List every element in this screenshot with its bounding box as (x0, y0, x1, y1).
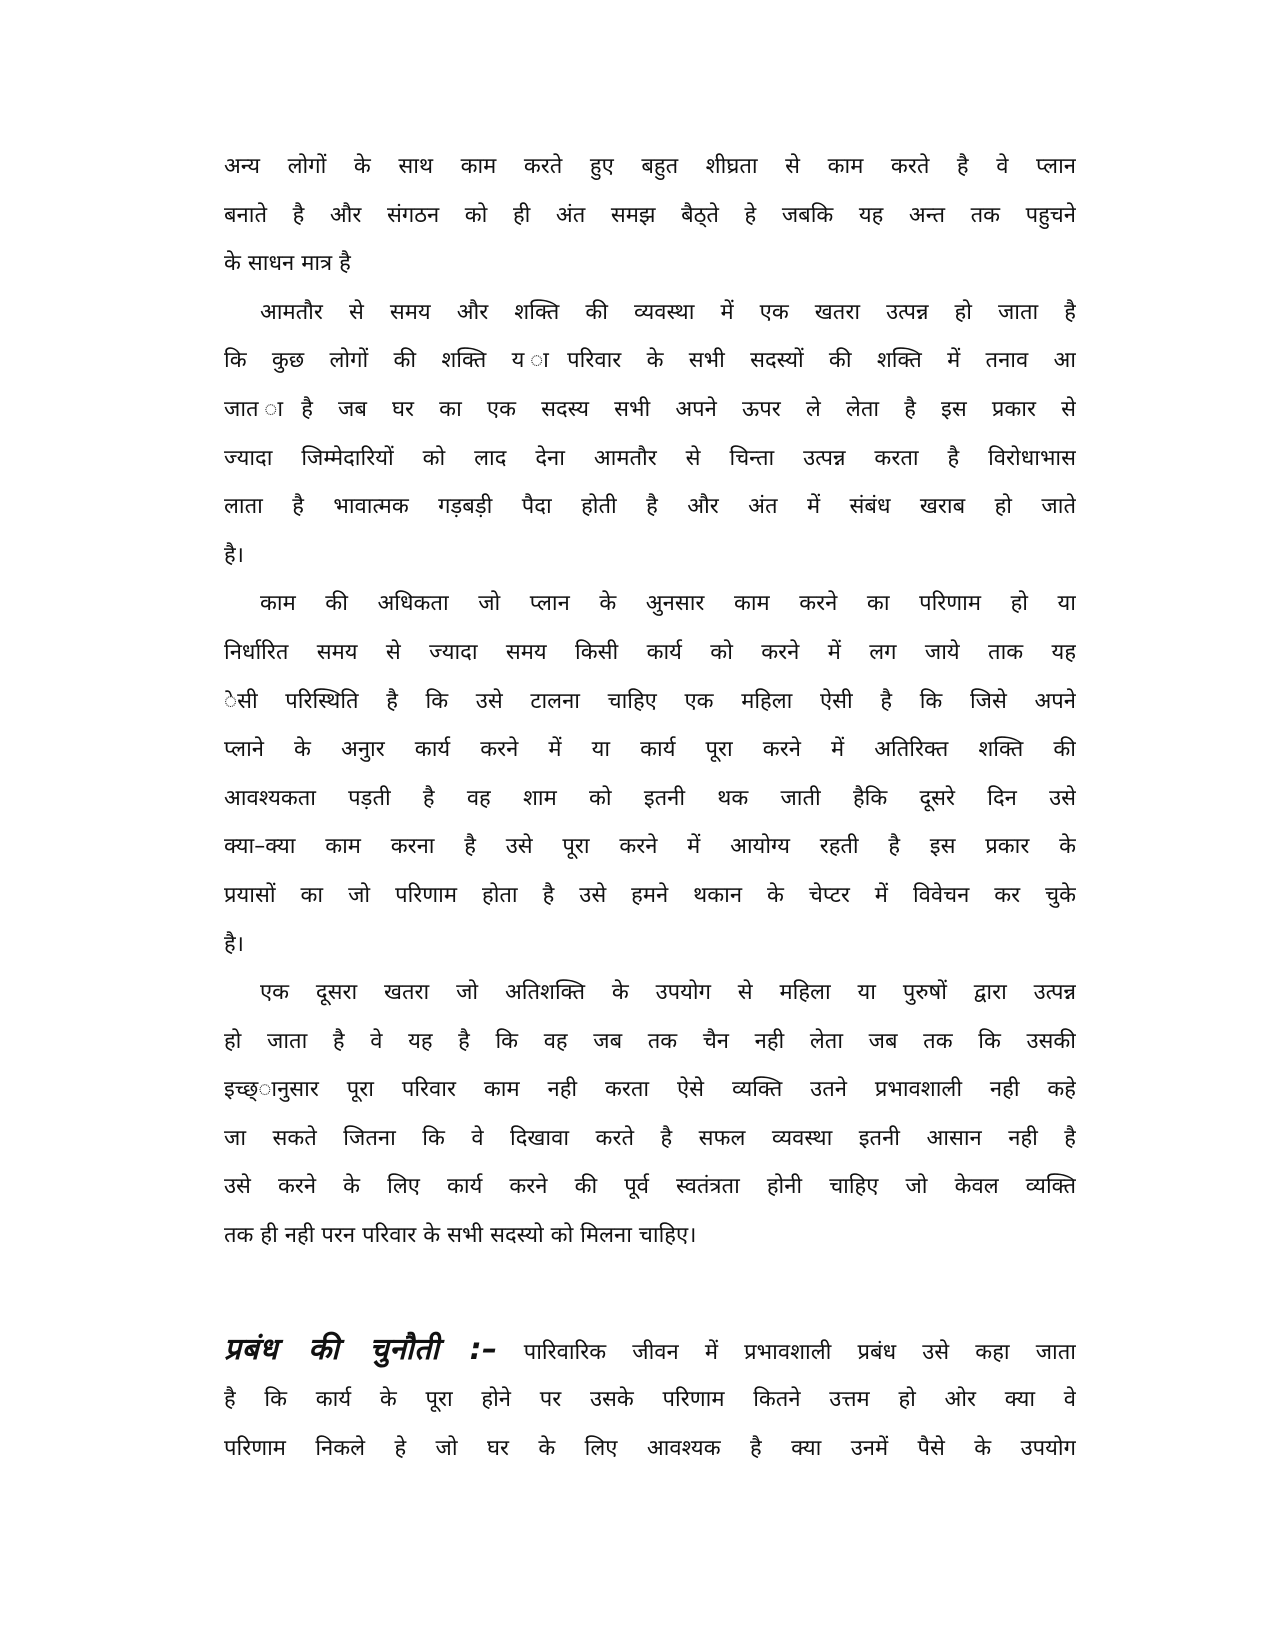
section-heading: प्रबंध की चुनौती :– (224, 1332, 498, 1367)
body-text (224, 143, 1076, 1261)
text-line: आमतौर से समय और शक्ति की व्यवस्था में एक खतरा उत्पन्न हो जाता है (260, 299, 1076, 325)
text-line: है। (224, 542, 245, 568)
text-line: है। (224, 931, 245, 957)
text-line: उसे करने के लिए कार्य करने की पूर्व स्वतंत्रता होनी चाहिए जो केवल व्यक्ति (224, 1174, 1076, 1200)
text-line: एक दूसरा खतरा जो अतिशक्ति के उपयोग से महिला या पुरुषों द्वारा उत्पन्न (260, 980, 1076, 1006)
text-line: ेसी परिस्थिति है कि उसे टालना चाहिए एक महिला ऐसी है कि जिसे अपने (224, 688, 1076, 714)
section-heading-line (224, 1324, 1076, 1376)
section-first-line: पारिवारिक जीवन में प्रभावशाली प्रबंध उसे कहा जाता (497, 1340, 1076, 1365)
text-line: जात ाहै जब घर का एक सदस्य सभी अपने ऊपर ले लेता है इस प्रकार से (224, 396, 1076, 422)
text-line: अन्य लोगों के साथ काम करते हुए बहुत शीघ्रता से काम करते है वे प्लान (224, 154, 1076, 179)
text-line: क्या–क्या काम करना है उसे पूरा करने में आयोग्य रहती है इस प्रकार के (224, 834, 1076, 860)
text-line: प्रयासों का जो परिणाम होता है उसे हमने थकान के चेप्टर में विवेचन कर चुके (224, 882, 1076, 908)
section-management-challenge (224, 1324, 1076, 1473)
text-line: कि कुछ लोगों की शक्ति य ापरिवार के सभी सदस्यों की शक्ति में तनाव आ (224, 348, 1076, 374)
text-line: लाता है भावात्मक गड़बड़ी पैदा होती है और अंत में संबंध खराब हो जाते (224, 494, 1076, 520)
text-line: निर्धारित समय से ज्यादा समय किसी कार्य को करने में लग जाये ताक यह (224, 639, 1076, 665)
text-line: बनाते है और संगठन को ही अंत समझ बैठ्ते हे जबकि यह अन्त तक पहुचने (224, 202, 1076, 228)
text-line: काम की अधिकता जो प्लान के अुनसार काम करने का परिणाम हो या (260, 591, 1076, 617)
text-line: प्लाने के अनुार कार्य करने में या कार्य पूरा करने में अतिरिक्त शक्ति की (224, 737, 1076, 763)
text-line: तक ही नही परन परिवार के सभी सदस्यो को मिलना चाहिए। (224, 1223, 697, 1249)
text-line: ज्यादा जिम्मेदारियों को लाद देना आमतौर से चिन्ता उत्पन्न करता है विरोधाभास (224, 445, 1076, 471)
text-line: है कि कार्य के पूरा होने पर उसके परिणाम कितने उत्तम हो ओर क्या वे (224, 1387, 1076, 1412)
text-line: के साधन मात्र है (224, 251, 351, 277)
text-line: इच्छ्ानुसार पूरा परिवार काम नही करता ऐसे व्यक्ति उतने प्रभावशाली नही कहे (224, 1077, 1076, 1103)
text-line: जा सकते जितना कि वे दिखावा करते है सफल व्यवस्था इतनी आसान नही है (224, 1125, 1076, 1151)
text-line: हो जाता है वे यह है कि वह जब तक चैन नही लेता जब तक कि उसकी (224, 1028, 1076, 1054)
text-line: आवश्यकता पड़ती है वह शाम को इतनी थक जाती हैकि दूसरे दिन उसे (224, 785, 1076, 811)
text-line: परिणाम निकले हे जो घर के लिए आवश्यक है क्या उनमें पैसे के उपयोग (224, 1435, 1076, 1461)
